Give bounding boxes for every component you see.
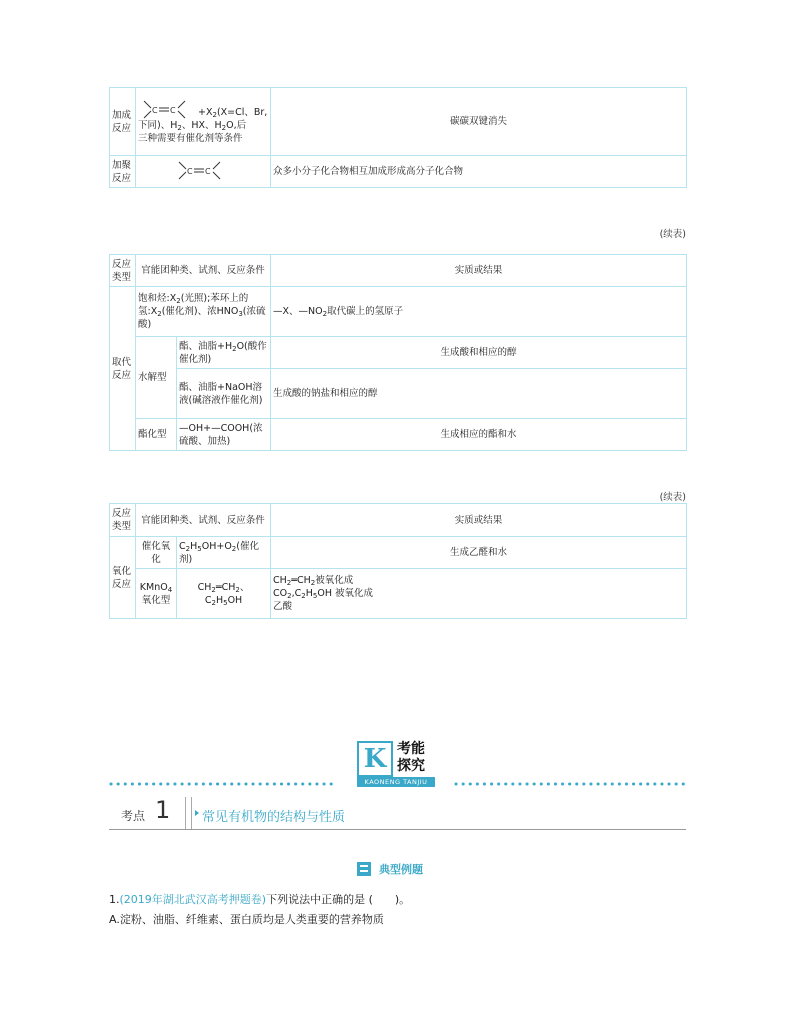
arrow-right-icon bbox=[195, 810, 199, 816]
dotted-divider-right bbox=[454, 781, 686, 787]
table-row bbox=[110, 287, 687, 337]
result-cell: 生成酸的钠盐和相应的醇 bbox=[271, 369, 687, 419]
svg-text:C: C bbox=[205, 166, 211, 176]
condition-cell: $C_2H_5OH+O_2$(催化剂) bbox=[177, 537, 271, 569]
example-heading-text: 典型例题 bbox=[379, 863, 423, 876]
table-row bbox=[110, 537, 687, 569]
condition-cell: 酯、油脂+NaOH溶液(碱溶液作催化剂) bbox=[177, 369, 271, 419]
question-stem bbox=[109, 891, 410, 907]
reaction-type-addition: 加成反应 bbox=[110, 88, 136, 156]
svg-text:C: C bbox=[170, 106, 176, 115]
kaodian-title: 常见有机物的结构与性质 bbox=[202, 810, 346, 825]
subtype-esterification: 酯化型 bbox=[136, 419, 177, 451]
table-header-row bbox=[110, 504, 687, 537]
question-text: 下列说法中正确的是 ( )。 bbox=[266, 893, 411, 906]
result-cell: 碳碳双键消失 bbox=[271, 88, 687, 156]
subtype-catalytic-oxidation: 催化氧化 bbox=[136, 537, 177, 569]
continued-label: (续表) bbox=[659, 229, 686, 240]
result-cell: 众多小分子化合物相互加成形成高分子化合物 bbox=[271, 156, 687, 188]
question-source: (2019年湖北武汉高考押题卷) bbox=[119, 893, 267, 906]
reaction-type-oxidation: 氧化反应 bbox=[110, 537, 136, 619]
condition-cell: 酯、油脂$+H_2O$(酸作催化剂) bbox=[177, 337, 271, 369]
header-conditions: 官能团种类、试剂、反应条件 bbox=[136, 504, 271, 537]
header-reaction-type: 反应类型 bbox=[110, 255, 136, 287]
addition-condition-text: $+X_2(X=Cl$、Br, bbox=[198, 107, 268, 119]
reaction-type-polymerization: 加聚反应 bbox=[110, 156, 136, 188]
result-cell: —X、$—NO_2$取代碳上的氢原子 bbox=[271, 287, 687, 337]
addition-condition-line2: 下同)、$H_2$、HX、$H_2O$,后 bbox=[138, 120, 247, 132]
table-row bbox=[110, 419, 687, 451]
kaodian-header bbox=[109, 797, 686, 830]
result-cell: 生成相应的酯和水 bbox=[271, 419, 687, 451]
dotted-divider-left bbox=[109, 781, 339, 787]
table-row bbox=[110, 88, 687, 156]
list-icon bbox=[357, 862, 371, 876]
table-substitution-reactions bbox=[109, 254, 687, 451]
alkene-structure-icon bbox=[173, 159, 233, 181]
table-oxidation-reactions bbox=[109, 503, 687, 619]
logo-title: 考能探究 bbox=[397, 741, 425, 774]
header-reaction-type: 反应类型 bbox=[110, 504, 136, 537]
condition-cell: —OH+—COOH(浓硫酸、加热) bbox=[177, 419, 271, 451]
condition-cell: $CH_2═CH_2$、 $C_2H_5OH$ bbox=[177, 569, 271, 619]
table-row bbox=[110, 569, 687, 619]
condition-cell: 饱和烃$:X_2$(光照);苯环上的氢$:X_2$(催化剂)、浓$HNO_3$(浓硫酸) bbox=[136, 287, 271, 337]
logo-band: KAONENG TANJIU bbox=[357, 777, 435, 787]
result-cell: $CH_2═CH_2$被氧化成 $CO_2,C_2H_5OH$ 被氧化成 乙酸 bbox=[271, 569, 687, 619]
question-number: 1. bbox=[109, 893, 120, 906]
kaoneng-tanjiu-logo bbox=[357, 741, 435, 787]
header-result: 实质或结果 bbox=[271, 255, 687, 287]
condition-cell bbox=[136, 156, 271, 188]
option-a: A.淀粉、油脂、纤维素、蛋白质均是人类重要的营养物质 bbox=[109, 913, 384, 926]
continued-label: (续表) bbox=[659, 492, 686, 503]
svg-text:C: C bbox=[152, 106, 158, 115]
svg-text:C: C bbox=[187, 166, 193, 176]
table-row bbox=[110, 369, 687, 419]
subtype-kmno4-oxidation: KMnO$_4$ 氧化型 bbox=[136, 569, 177, 619]
subtype-hydrolysis: 水解型 bbox=[136, 337, 177, 419]
result-cell: 生成酸和相应的醇 bbox=[271, 337, 687, 369]
kaodian-label: 考点 bbox=[121, 809, 146, 823]
kaodian-number: 1 bbox=[155, 796, 171, 824]
header-conditions: 官能团种类、试剂、反应条件 bbox=[136, 255, 271, 287]
result-cell: 生成乙醛和水 bbox=[271, 537, 687, 569]
header-result: 实质或结果 bbox=[271, 504, 687, 537]
reaction-type-substitution: 取代反应 bbox=[110, 287, 136, 451]
addition-condition-line3: 三种需要有催化剂等条件 bbox=[138, 133, 243, 144]
table-header-row bbox=[110, 255, 687, 287]
table-addition-reactions bbox=[109, 87, 687, 188]
k-letter: K bbox=[363, 744, 387, 774]
table-row bbox=[110, 156, 687, 188]
condition-cell bbox=[136, 88, 271, 156]
table-row bbox=[110, 337, 687, 369]
kaodian-divider bbox=[185, 797, 192, 829]
k-logo-box bbox=[357, 741, 393, 777]
